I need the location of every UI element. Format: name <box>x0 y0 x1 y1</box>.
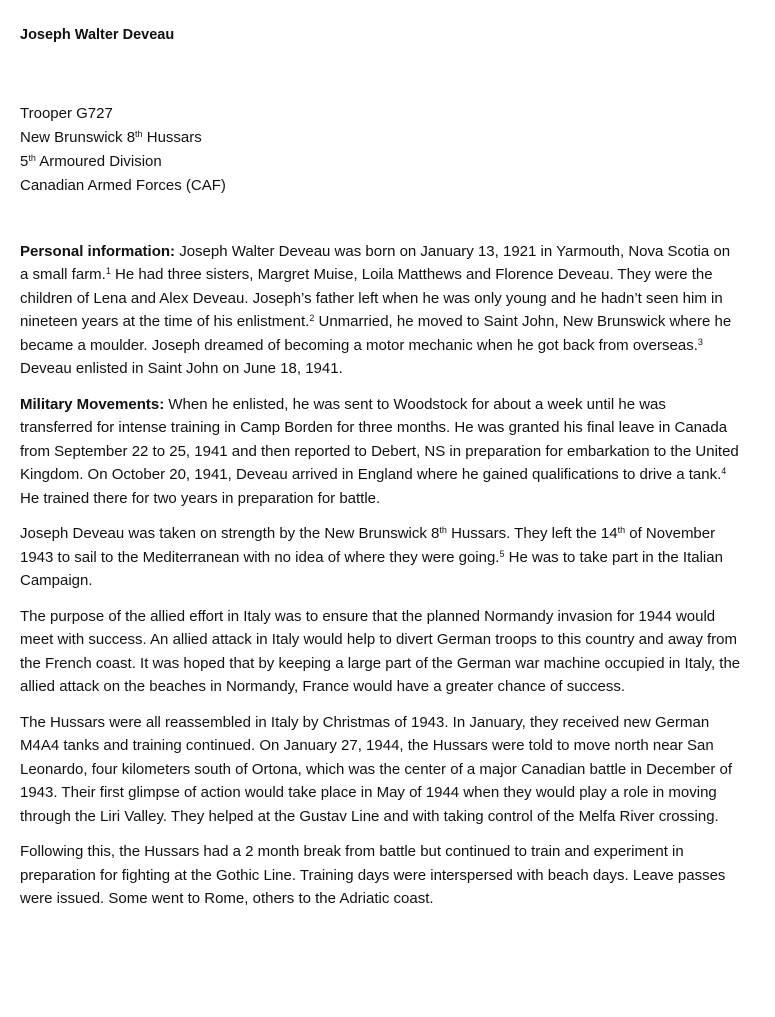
strength-text-3: of November 1943 to sail to the Mediterranean with no idea of where they were going. <box>20 525 716 566</box>
service-division <box>20 150 742 174</box>
division-prefix: 5 <box>20 152 29 170</box>
allied-purpose-paragraph: The purpose of the allied effort in Italy was to ensure that the planned Normandy invasion for 1944 would meet with success. An allied attack in Italy would help to divert German troops to this country and away from the French coast. It was hoped that by keeping a large part of the German war machine occupied in Italy, the allied attack on the beaches in Normandy, France would have a greater chance of success. <box>20 607 741 695</box>
military-text-2: He trained there for two years in preparation for battle. <box>20 489 381 507</box>
strength-text-2: Hussars. They left the 14 <box>446 525 618 542</box>
military-text-1: When he enlisted, he was sent to Woodstock for about a week until he was transferred for intense training in Camp Borden for three months. He was granted his final leave in Canada from September 22 to 25, 1941 and then reported to Debert, NS in preparation for embarkation to the United Kingdom. On October 20, 1941, Deveau arrived in England where he gained qualifications to drive a tank. <box>20 395 739 483</box>
footnote-ref-1: 1 <box>105 266 111 276</box>
division-suffix: Armoured Division <box>35 152 162 170</box>
personal-information-heading: Personal information: <box>20 242 176 260</box>
service-forces: Canadian Armed Forces (CAF) <box>20 176 226 194</box>
gothic-line-paragraph: Following this, the Hussars had a 2 month break from battle but continued to train and experiment in preparation for fighting at the Gothic Line. Training days were interspersed with beach days. Leave passes were issued. Some went to Rome, others to the Adriatic coast. <box>20 843 726 907</box>
footnote-ref-4: 4 <box>721 466 727 476</box>
footnote-ref-2: 2 <box>309 313 315 323</box>
regiment-prefix: New Brunswick 8 <box>20 128 136 146</box>
footnote-ref-3: 3 <box>697 336 703 347</box>
military-movements-heading: Military Movements: <box>20 395 165 413</box>
strength-ordinal-2: th <box>617 525 626 535</box>
service-regiment <box>20 126 742 150</box>
service-rank: Trooper G727 <box>20 104 113 122</box>
military-movements-paragraph <box>20 393 742 511</box>
taken-on-strength-paragraph <box>20 522 742 593</box>
regiment-ordinal: th <box>135 128 143 139</box>
strength-text-4: He was to take part in the Italian Campaign. <box>20 548 723 589</box>
personal-text-1: Joseph Walter Deveau was born on January 13, 1921 in Yarmouth, Nova Scotia on a small farm. <box>20 242 731 283</box>
regiment-suffix: Hussars <box>142 128 202 146</box>
document-title: Joseph Walter Deveau <box>20 27 175 43</box>
document-page <box>20 24 742 911</box>
service-block <box>20 102 742 198</box>
personal-information-paragraph <box>20 240 742 381</box>
footnote-ref-5: 5 <box>499 548 505 559</box>
division-ordinal: th <box>28 152 36 163</box>
hussars-italy-paragraph: The Hussars were all reassembled in Italy by Christmas of 1943. In January, they received new German M4A4 tanks and training continued. On January 27, 1944, the Hussars were told to move north near San Leonardo, four kilometers south of Ortona, which was the center of a major Canadian battle in December of 1943. Their first glimpse of action would take place in May of 1944 when they would play a role in moving through the Liri Valley. They helped at the Gustav Line and with taking control of the Melfa River crossing. <box>20 713 733 825</box>
personal-text-4: Deveau enlisted in Saint John on June 18, 1941. <box>20 360 343 377</box>
personal-text-3: Unmarried, he moved to Saint John, New Brunswick where he became a moulder. Joseph dreamed of becoming a motor mechanic when he got back from overseas. <box>20 313 732 354</box>
strength-text-1: Joseph Deveau was taken on strength by the New Brunswick 8 <box>20 525 440 542</box>
strength-ordinal-1: th <box>439 525 447 535</box>
personal-text-2: He had three sisters, Margret Muise, Loila Matthews and Florence Deveau. They were the children of Lena and Alex Deveau. Joseph’s father left when he was only young and he hadn’t seen him in nineteen years at the time of his enlistment. <box>20 266 723 330</box>
